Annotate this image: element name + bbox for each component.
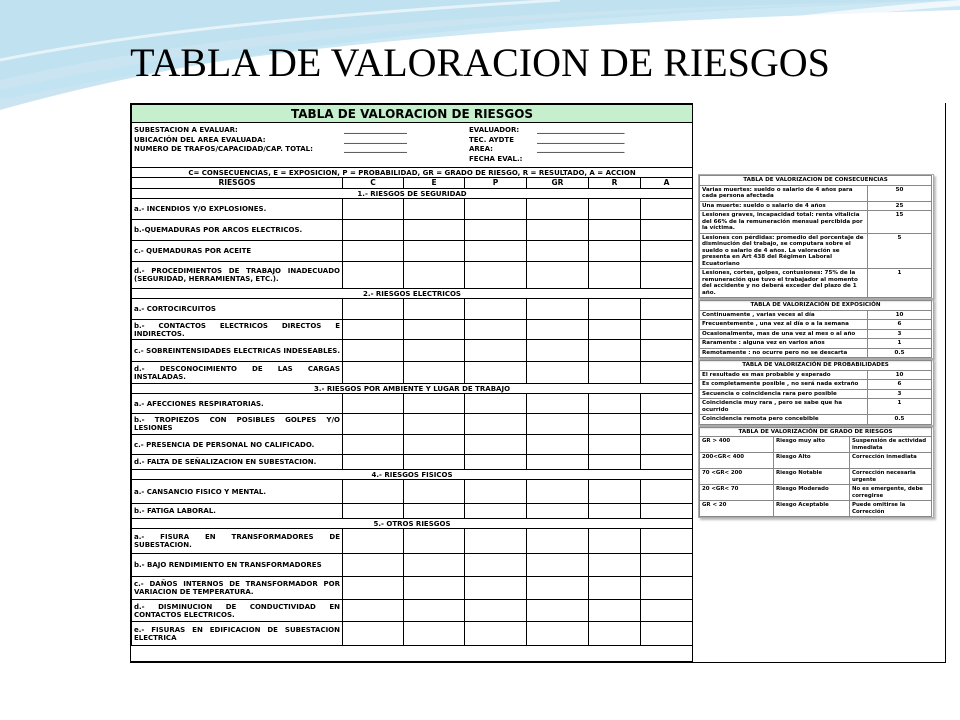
grade-range: 200<GR< 400 <box>700 453 774 469</box>
score-cell[interactable] <box>589 455 641 470</box>
ref-description: Una muerte: sueldo o salario de 4 años <box>700 201 868 211</box>
score-cell[interactable] <box>641 394 693 414</box>
risk-label: d.- PROCEDIMIENTOS DE TRABAJO INADECUADO (SEGURIDAD, HERRAMIENTAS, ETC.). <box>132 262 343 289</box>
grade-level: Riesgo Notable <box>774 469 850 485</box>
risk-row <box>132 220 693 241</box>
score-cell[interactable] <box>589 504 641 519</box>
risk-label: a.- AFECCIONES RESPIRATORIAS. <box>132 394 343 414</box>
ref-row <box>700 320 932 330</box>
score-cell[interactable] <box>404 577 465 600</box>
ref-row <box>700 370 932 380</box>
score-cell[interactable] <box>343 480 404 504</box>
ref-description: Continuamente , varias veces al día <box>700 310 868 320</box>
section-header <box>132 470 693 480</box>
score-cell[interactable] <box>404 435 465 455</box>
column-header: A <box>641 178 693 189</box>
score-cell[interactable] <box>343 435 404 455</box>
score-cell[interactable] <box>343 394 404 414</box>
score-cell[interactable] <box>527 199 589 220</box>
risk-label: c.- DAÑOS INTERNOS DE TRANSFORMADOR POR VARIACION DE TEMPERATURA. <box>132 577 343 600</box>
ref-description: Secuencia o coincidencia rara pero posible <box>700 389 868 399</box>
risk-row <box>132 554 693 577</box>
score-cell[interactable] <box>465 622 527 646</box>
risk-degree-table <box>698 426 934 519</box>
score-cell[interactable] <box>404 199 465 220</box>
score-cell[interactable] <box>404 600 465 622</box>
score-cell[interactable] <box>343 529 404 554</box>
score-cell[interactable] <box>465 529 527 554</box>
score-cell[interactable] <box>465 262 527 289</box>
score-cell[interactable] <box>404 529 465 554</box>
score-cell[interactable] <box>404 414 465 435</box>
ref-row <box>700 185 932 201</box>
ref-value: 1 <box>868 399 932 415</box>
ref-description: Lesiones con pérdidas: promedio del porcentaje de disminución del trabajo, se computara sobre el sueldo o salario de 4 años. La valoración se presenta en Art 438 del Régimen Laboral Ecuatoriano <box>700 233 868 269</box>
score-cell[interactable] <box>641 241 693 262</box>
score-cell[interactable] <box>343 299 404 320</box>
score-cell[interactable] <box>465 414 527 435</box>
score-cell[interactable] <box>589 340 641 362</box>
score-cell[interactable] <box>343 362 404 384</box>
ref-value: 1 <box>868 269 932 298</box>
score-cell[interactable] <box>641 455 693 470</box>
score-cell[interactable] <box>527 241 589 262</box>
score-cell[interactable] <box>641 529 693 554</box>
ref-row <box>700 437 932 453</box>
risk-label: b.- BAJO RENDIMIENTO EN TRANSFORMADORES <box>132 554 343 577</box>
risk-row <box>132 299 693 320</box>
risk-label: b.- FATIGA LABORAL. <box>132 504 343 519</box>
ref-row <box>700 380 932 390</box>
score-cell[interactable] <box>465 480 527 504</box>
score-cell[interactable] <box>589 600 641 622</box>
column-header: C <box>343 178 404 189</box>
ref-value: 50 <box>868 185 932 201</box>
score-cell[interactable] <box>527 394 589 414</box>
label-subestacion: SUBESTACION A EVALUAR: <box>134 126 238 134</box>
score-cell[interactable] <box>527 600 589 622</box>
score-cell[interactable] <box>527 554 589 577</box>
score-cell[interactable] <box>589 394 641 414</box>
score-cell[interactable] <box>404 394 465 414</box>
score-cell[interactable] <box>641 199 693 220</box>
score-cell[interactable] <box>589 529 641 554</box>
risk-row <box>132 600 693 622</box>
score-cell[interactable] <box>641 320 693 340</box>
risk-row <box>132 340 693 362</box>
score-cell[interactable] <box>404 299 465 320</box>
score-cell[interactable] <box>527 340 589 362</box>
risk-row <box>132 435 693 455</box>
label-evaluador: EVALUADOR: <box>469 126 520 134</box>
score-cell[interactable] <box>465 241 527 262</box>
ref-description: Remotamente : no ocurre pero no se descarta <box>700 348 868 358</box>
ref-value: 10 <box>868 370 932 380</box>
score-cell[interactable] <box>527 622 589 646</box>
score-cell[interactable] <box>465 299 527 320</box>
ref-description: Ocasionalmente, mas de una vez al mes o al año <box>700 329 868 339</box>
consequences-table <box>698 174 934 299</box>
score-cell[interactable] <box>343 340 404 362</box>
score-cell[interactable] <box>589 320 641 340</box>
score-cell[interactable] <box>404 622 465 646</box>
blank-subestacion: __________________ <box>344 126 407 134</box>
score-cell[interactable] <box>589 577 641 600</box>
form-banner: TABLA DE VALORACION DE RIESGOS <box>132 105 693 123</box>
section-header <box>132 519 693 529</box>
grade-action: Suspensión de actividad inmediata <box>850 437 932 453</box>
score-cell[interactable] <box>527 455 589 470</box>
score-cell[interactable] <box>641 600 693 622</box>
score-cell[interactable] <box>641 435 693 455</box>
label-ubicacion: UBICACIÓN DEL AREA EVALUADA: <box>134 135 266 144</box>
grade-level: Riesgo Moderado <box>774 485 850 501</box>
risk-label: b.- CONTACTOS ELECTRICOS DIRECTOS E INDIRECTOS. <box>132 320 343 340</box>
score-cell[interactable] <box>465 600 527 622</box>
ref-row <box>700 501 932 517</box>
ref-row <box>700 399 932 415</box>
ref-description: Coincidencia remota pero concebible <box>700 415 868 425</box>
ref-description: Coincidencia muy rara , pero se sabe que ha ocurrido <box>700 399 868 415</box>
score-cell[interactable] <box>465 199 527 220</box>
grade-level: Riesgo Alto <box>774 453 850 469</box>
score-cell[interactable] <box>343 414 404 435</box>
ref-row <box>700 469 932 485</box>
score-cell[interactable] <box>527 480 589 504</box>
column-header: GR <box>527 178 589 189</box>
ref-description: Frecuentemente , una vez al día o a la semana <box>700 320 868 330</box>
label-fecha: FECHA EVAL.: <box>469 154 523 163</box>
risk-form <box>130 103 693 662</box>
score-cell[interactable] <box>641 220 693 241</box>
score-cell[interactable] <box>404 320 465 340</box>
ref-row <box>700 339 932 349</box>
ref-value: 3 <box>868 329 932 339</box>
exposure-table <box>698 299 934 359</box>
ref-value: 5 <box>868 233 932 269</box>
risk-label: c.- SOBREINTENSIDADES ELECTRICAS INDESEABLES. <box>132 340 343 362</box>
score-cell[interactable] <box>343 262 404 289</box>
score-cell[interactable] <box>641 577 693 600</box>
ref-row <box>700 485 932 501</box>
score-cell[interactable] <box>641 299 693 320</box>
ref-row <box>700 389 932 399</box>
section-title: 2.- RIESGOS ELECTRICOS <box>132 289 693 299</box>
score-cell[interactable] <box>465 394 527 414</box>
grade-action: Puede omitirse la Corrección <box>850 501 932 517</box>
ref-value: 6 <box>868 320 932 330</box>
risk-row <box>132 262 693 289</box>
risk-label: b.- TROPIEZOS CON POSIBLES GOLPES Y/O LESIONES <box>132 414 343 435</box>
score-cell[interactable] <box>343 199 404 220</box>
score-cell[interactable] <box>527 504 589 519</box>
section-title: 3.- RIESGOS POR AMBIENTE Y LUGAR DE TRABAJO <box>132 384 693 394</box>
reference-tables <box>698 174 934 518</box>
blank-evaluador: _________________________ <box>537 126 625 134</box>
score-cell[interactable] <box>527 299 589 320</box>
score-cell[interactable] <box>589 414 641 435</box>
risk-label: d.- DISMINUCION DE CONDUCTIVIDAD EN CONTACTOS ELECTRICOS. <box>132 600 343 622</box>
ref-description: Lesiones graves, incapacidad total: renta vitalicia del 66% de la remuneración mensual percibida por la víctima. <box>700 211 868 234</box>
ref-table-title: TABLA DE VALORIZACION DE CONSECUENCIAS <box>700 176 932 186</box>
score-cell[interactable] <box>465 220 527 241</box>
score-cell[interactable] <box>465 554 527 577</box>
score-cell[interactable] <box>641 340 693 362</box>
score-cell[interactable] <box>343 622 404 646</box>
score-cell[interactable] <box>589 241 641 262</box>
risk-row <box>132 362 693 384</box>
risk-label: a.- FISURA EN TRANSFORMADORES DE SUBESTACION. <box>132 529 343 554</box>
score-cell[interactable] <box>527 435 589 455</box>
score-cell[interactable] <box>343 554 404 577</box>
ref-table-title: TABLA DE VALORIZACIÓN DE PROBABILIDADES <box>700 361 932 371</box>
score-cell[interactable] <box>641 480 693 504</box>
score-cell[interactable] <box>527 262 589 289</box>
risk-row <box>132 529 693 554</box>
score-cell[interactable] <box>465 504 527 519</box>
risk-label: c.- PRESENCIA DE PERSONAL NO CALIFICADO. <box>132 435 343 455</box>
risk-label: d.- FALTA DE SEÑALIZACION EN SUBESTACION. <box>132 455 343 470</box>
ref-table-title: TABLA DE VALORIZACIÓN DE EXPOSICIÓN <box>700 301 932 311</box>
score-cell[interactable] <box>641 504 693 519</box>
ref-row <box>700 310 932 320</box>
grade-range: GR < 20 <box>700 501 774 517</box>
score-cell[interactable] <box>527 362 589 384</box>
score-cell[interactable] <box>589 480 641 504</box>
ref-row <box>700 233 932 269</box>
grade-action: No es emergente, debe corregirse <box>850 485 932 501</box>
score-cell[interactable] <box>589 435 641 455</box>
score-cell[interactable] <box>343 220 404 241</box>
score-cell[interactable] <box>465 340 527 362</box>
score-cell[interactable] <box>527 577 589 600</box>
risk-row <box>132 414 693 435</box>
grade-range: 70 <GR< 200 <box>700 469 774 485</box>
score-cell[interactable] <box>589 554 641 577</box>
valuation-document <box>130 103 946 663</box>
ref-row <box>700 329 932 339</box>
score-cell[interactable] <box>641 362 693 384</box>
ref-value: 0.5 <box>868 415 932 425</box>
slide-title: TABLA DE VALORACION DE RIESGOS <box>130 40 830 85</box>
label-trafos: NUMERO DE TRAFOS/CAPACIDAD/CAP. TOTAL: <box>134 145 313 153</box>
score-cell[interactable] <box>404 362 465 384</box>
risk-row <box>132 241 693 262</box>
score-cell[interactable] <box>343 600 404 622</box>
risk-label: e.- FISURAS EN EDIFICACION DE SUBESTACION ELECTRICA <box>132 622 343 646</box>
section-title: 4.- RIESGOS FISICOS <box>132 470 693 480</box>
ref-value: 25 <box>868 201 932 211</box>
blank-tec: _________________________ <box>537 135 625 144</box>
ref-value: 0.5 <box>868 348 932 358</box>
column-header: P <box>465 178 527 189</box>
section-header <box>132 189 693 199</box>
risk-label: c.- QUEMADURAS POR ACEITE <box>132 241 343 262</box>
risk-table <box>131 104 693 646</box>
ref-row <box>700 211 932 234</box>
score-cell[interactable] <box>343 455 404 470</box>
score-cell[interactable] <box>404 504 465 519</box>
grade-range: GR > 400 <box>700 437 774 453</box>
score-cell[interactable] <box>343 241 404 262</box>
score-cell[interactable] <box>404 262 465 289</box>
ref-table-title: TABLA DE VALORIZACIÓN DE GRADO DE RIESGOS <box>700 427 932 437</box>
grade-action: Corrección inmediata <box>850 453 932 469</box>
blank-fecha: _________________________ <box>537 145 625 153</box>
ref-description: Es completamente posible , no será nada extraño <box>700 380 868 390</box>
column-header: RIESGOS <box>132 178 343 189</box>
ref-row <box>700 201 932 211</box>
score-cell[interactable] <box>641 262 693 289</box>
column-header: E <box>404 178 465 189</box>
score-cell[interactable] <box>641 414 693 435</box>
section-header <box>132 289 693 299</box>
score-cell[interactable] <box>343 320 404 340</box>
risk-label: d.- DESCONOCIMIENTO DE LAS CARGAS INSTALADAS. <box>132 362 343 384</box>
score-cell[interactable] <box>527 529 589 554</box>
score-cell[interactable] <box>465 320 527 340</box>
section-title: 5.- OTROS RIESGOS <box>132 519 693 529</box>
score-cell[interactable] <box>465 455 527 470</box>
score-cell[interactable] <box>404 455 465 470</box>
risk-row <box>132 577 693 600</box>
risk-row <box>132 320 693 340</box>
risk-row <box>132 394 693 414</box>
score-cell[interactable] <box>641 554 693 577</box>
score-cell[interactable] <box>404 480 465 504</box>
risk-label: b.-QUEMADURAS POR ARCOS ELECTRICOS. <box>132 220 343 241</box>
score-cell[interactable] <box>404 554 465 577</box>
ref-row <box>700 269 932 298</box>
score-cell[interactable] <box>465 435 527 455</box>
score-cell[interactable] <box>343 504 404 519</box>
probability-table <box>698 359 934 426</box>
score-cell[interactable] <box>404 241 465 262</box>
section-header <box>132 384 693 394</box>
score-cell[interactable] <box>465 362 527 384</box>
score-cell[interactable] <box>527 414 589 435</box>
blank-trafos: __________________ <box>344 145 407 153</box>
legend-text: C= CONSECUENCIAS, E = EXPOSICION, P = PROBABILIDAD, GR = GRADO DE RIESGO, R = RESULTADO, A = ACCION <box>132 168 693 178</box>
score-cell[interactable] <box>641 622 693 646</box>
ref-value: 10 <box>868 310 932 320</box>
ref-description: Raramente : alguna vez en varios años <box>700 339 868 349</box>
ref-row <box>700 415 932 425</box>
score-cell[interactable] <box>589 220 641 241</box>
score-cell[interactable] <box>589 262 641 289</box>
score-cell[interactable] <box>465 577 527 600</box>
score-cell[interactable] <box>527 220 589 241</box>
grade-level: Riesgo Aceptable <box>774 501 850 517</box>
column-header: R <box>589 178 641 189</box>
score-cell[interactable] <box>589 362 641 384</box>
score-cell[interactable] <box>527 320 589 340</box>
risk-row <box>132 199 693 220</box>
risk-label: a.- CANSANCIO FISICO Y MENTAL. <box>132 480 343 504</box>
ref-row <box>700 453 932 469</box>
blank-ubicacion: __________________ <box>344 135 407 144</box>
risk-label: a.- INCENDIOS Y/O EXPLOSIONES. <box>132 199 343 220</box>
risk-row <box>132 455 693 470</box>
ref-description: El resultado es mas probable y esperado <box>700 370 868 380</box>
label-tec: TEC. AYDTE AREA: <box>469 135 514 153</box>
risk-label: a.- CORTOCIRCUITOS <box>132 299 343 320</box>
ref-description: Lesiones, cortes, golpes, contusiones: 75% de la remuneración que tuvo el trabajador al momento del accidente y no deberá exceder del plazo de 1 año. <box>700 269 868 298</box>
ref-value: 1 <box>868 339 932 349</box>
risk-row <box>132 622 693 646</box>
score-cell[interactable] <box>404 340 465 362</box>
grade-range: 20 <GR< 70 <box>700 485 774 501</box>
score-cell[interactable] <box>589 622 641 646</box>
grade-level: Riesgo muy alto <box>774 437 850 453</box>
ref-value: 6 <box>868 380 932 390</box>
grade-action: Corrección necesaria urgente <box>850 469 932 485</box>
form-header <box>132 123 693 168</box>
risk-row <box>132 480 693 504</box>
ref-value: 15 <box>868 211 932 234</box>
score-cell[interactable] <box>589 199 641 220</box>
score-cell[interactable] <box>404 220 465 241</box>
ref-description: Varias muertes: sueldo o salario de 4 años para cada persona afectada <box>700 185 868 201</box>
ref-row <box>700 348 932 358</box>
score-cell[interactable] <box>589 299 641 320</box>
score-cell[interactable] <box>343 577 404 600</box>
ref-value: 3 <box>868 389 932 399</box>
section-title: 1.- RIESGOS DE SEGURIDAD <box>132 189 693 199</box>
risk-row <box>132 504 693 519</box>
